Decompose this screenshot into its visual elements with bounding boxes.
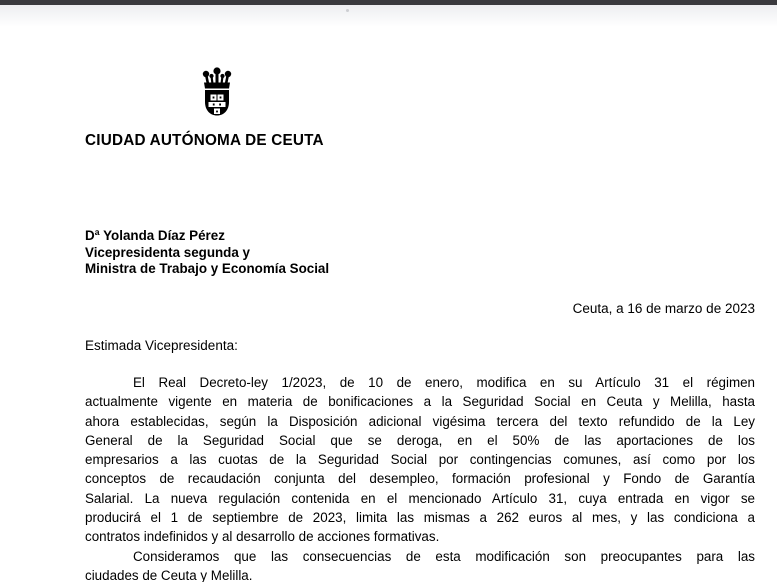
recipient-role-2: Ministra de Trabajo y Economía Social: [85, 261, 330, 277]
body-line: General de la Seguridad Social que se deroga, en el 50% de las aportaciones de los: [85, 432, 755, 448]
body-line: El Real Decreto-ley 1/2023, de 10 de enero, modifica en su Artículo 31 el régimen: [133, 375, 755, 390]
body-line: Salarial. La nueva regulación contenida en el mencionado Artículo 31, cuya entrada en vigor se: [85, 490, 755, 506]
recipient-name: Dª Yolanda Díaz Pérez: [85, 228, 225, 243]
body-line: Consideramos que las consecuencias de esta modificación son preocupantes para las: [133, 548, 755, 564]
body-line: producirá el 1 de septiembre de 2023, limita las mismas a 262 euros al mes, y las condiciona a: [85, 510, 755, 526]
body-line: conceptos de recaudación conjunta del desempleo, formación profesional y Fondo de Garantía: [85, 471, 755, 487]
recipient-role-1: Vicepresidenta segunda y: [85, 244, 250, 260]
scroll-handle-dot: [346, 9, 349, 12]
page-top-shadow: [0, 5, 777, 27]
body-line: ahora establecidas, según la Disposición adicional vigésima tercera del texto refundido de la Ley: [85, 413, 755, 429]
body-line: contratos indefinidos y al desarrollo de acciones formativas.: [85, 529, 440, 545]
body-line: empresarios a las cuotas de la Seguridad Social por contingencias comunes, así como por los: [85, 452, 755, 468]
recipient-block: [85, 228, 329, 278]
letter-body: [85, 373, 755, 582]
salutation: Estimada Vicepresidenta:: [85, 338, 238, 353]
org-title: CIUDAD AUTÓNOMA DE CEUTA: [85, 132, 324, 149]
ceuta-crest-icon: [195, 66, 239, 118]
body-line: actualmente vigente en materia de bonificaciones a la Seguridad Social en Ceuta y Melilla, hasta: [85, 394, 755, 410]
body-line: ciudades de Ceuta y Melilla.: [85, 567, 253, 582]
dateline: Ceuta, a 16 de marzo de 2023: [572, 301, 755, 316]
